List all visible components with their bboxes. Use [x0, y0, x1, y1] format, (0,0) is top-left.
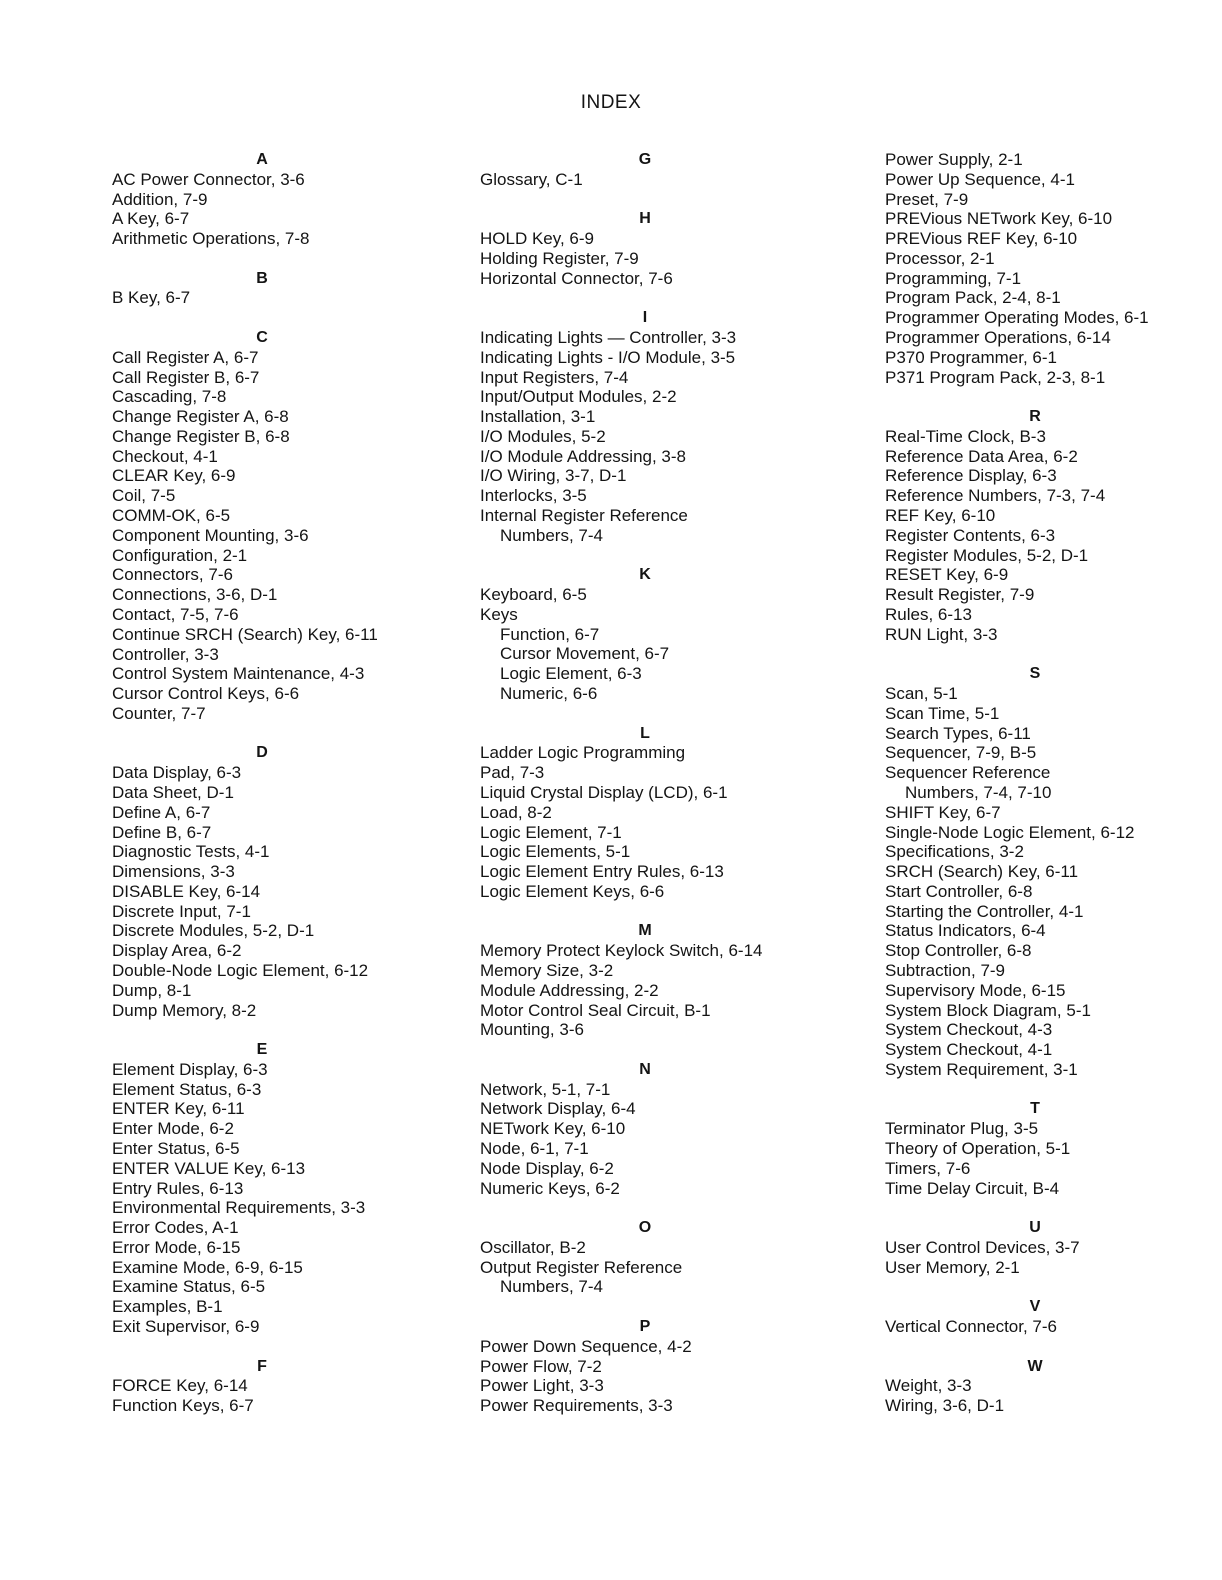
index-entry: Starting the Controller, 4-1	[885, 901, 1084, 921]
index-entry: Cursor Control Keys, 6-6	[112, 684, 300, 704]
section-spacer	[480, 1198, 810, 1218]
index-entry: Indicating Lights — Controller, 3-3	[480, 328, 737, 347]
index-entry: P370 Programmer, 6-1	[885, 347, 1057, 367]
index-entry: Examine Status, 6-5	[112, 1277, 266, 1297]
section-letter: E	[256, 1041, 268, 1059]
index-entry: Sequencer, 7-9, B-5	[885, 743, 1037, 763]
index-entry: Enter Mode, 6-2	[112, 1119, 234, 1139]
index-entry: Node, 6-1, 7-1	[480, 1138, 589, 1158]
index-column-2	[480, 150, 810, 1416]
index-entry: Power Supply, 2-1	[885, 150, 1023, 169]
section-spacer	[480, 190, 810, 210]
section-letter: V	[1029, 1298, 1041, 1316]
index-column-3	[885, 150, 1185, 1416]
index-entry: Sequencer Reference	[885, 763, 1051, 783]
index-entry: Entry Rules, 6-13	[112, 1178, 244, 1198]
index-entry: Cascading, 7-8	[112, 387, 227, 407]
index-entry: Pad, 7-3	[480, 763, 545, 783]
index-entry: Motor Control Seal Circuit, B-1	[480, 1000, 711, 1020]
index-entry: Ladder Logic Programming	[480, 743, 686, 763]
index-entry: CLEAR Key, 6-9	[112, 466, 236, 486]
index-entry: RESET Key, 6-9	[885, 565, 1009, 585]
index-subentry: Cursor Movement, 6-7	[500, 644, 670, 664]
index-entry: Network, 5-1, 7-1	[480, 1079, 611, 1099]
index-entry: Search Types, 6-11	[885, 723, 1031, 743]
section-letter: S	[1029, 665, 1041, 683]
index-entry: Control System Maintenance, 4-3	[112, 664, 365, 684]
index-entry: Exit Supervisor, 6-9	[112, 1317, 260, 1337]
index-entry: Rules, 6-13	[885, 604, 972, 624]
index-entry: DISABLE Key, 6-14	[112, 881, 261, 901]
index-entry: Dump, 8-1	[112, 980, 192, 1000]
section-letter: D	[256, 744, 268, 762]
index-subentry: Numbers, 7-4, 7-10	[905, 782, 1052, 802]
index-entry: REF Key, 6-10	[885, 506, 996, 526]
index-entry: Keys	[480, 604, 518, 624]
index-entry: Single-Node Logic Element, 6-12	[885, 822, 1135, 842]
index-entry: Change Register B, 6-8	[112, 426, 290, 446]
section-spacer	[480, 1040, 810, 1060]
index-entry: HOLD Key, 6-9	[480, 229, 595, 249]
index-entry: Display Area, 6-2	[112, 941, 242, 961]
section-spacer	[480, 288, 810, 308]
index-entry: Addition, 7-9	[112, 189, 208, 209]
index-entry: Weight, 3-3	[885, 1376, 972, 1396]
index-entry: Time Delay Circuit, B-4	[885, 1178, 1060, 1198]
index-entry: Specifications, 3-2	[885, 842, 1024, 862]
index-entry: Connectors, 7-6	[112, 565, 233, 585]
index-entry: Installation, 3-1	[480, 407, 596, 427]
section-letter: T	[1030, 1100, 1040, 1118]
index-entry: Change Register A, 6-8	[112, 407, 289, 427]
index-entry: Interlocks, 3-5	[480, 486, 587, 506]
index-subentry: Logic Element, 6-3	[500, 664, 642, 684]
index-entry: Status Indicators, 6-4	[885, 921, 1046, 941]
index-entry: Logic Element Entry Rules, 6-13	[480, 862, 724, 882]
index-entry: PREVious NETwork Key, 6-10	[885, 209, 1113, 229]
index-entry: Input/Output Modules, 2-2	[480, 387, 677, 407]
index-entry: I/O Modules, 5-2	[480, 426, 606, 446]
index-entry: ENTER VALUE Key, 6-13	[112, 1158, 306, 1178]
index-entry: Scan Time, 5-1	[885, 703, 1000, 723]
section-letter: R	[1029, 408, 1041, 426]
index-entry: Vertical Connector, 7-6	[885, 1317, 1057, 1337]
section-letter: M	[638, 922, 652, 940]
index-entry: User Memory, 2-1	[885, 1257, 1020, 1277]
index-entry: System Checkout, 4-1	[885, 1040, 1053, 1060]
section-spacer	[885, 1198, 1185, 1218]
index-entry: Load, 8-2	[480, 802, 552, 822]
index-entry: Examples, B-1	[112, 1297, 223, 1317]
index-entry: Component Mounting, 3-6	[112, 525, 309, 545]
page-title: INDEX	[580, 92, 642, 113]
index-entry: Diagnostic Tests, 4-1	[112, 842, 270, 862]
index-entry: SRCH (Search) Key, 6-11	[885, 862, 1079, 882]
index-entry: Timers, 7-6	[885, 1158, 971, 1178]
index-entry: Arithmetic Operations, 7-8	[112, 229, 310, 249]
section-letter: I	[642, 309, 648, 327]
index-entry: Reference Numbers, 7-3, 7-4	[885, 486, 1106, 506]
index-entry: Continue SRCH (Search) Key, 6-11	[112, 624, 378, 644]
section-spacer	[480, 546, 810, 566]
index-entry: Call Register B, 6-7	[112, 367, 260, 387]
index-entry: Contact, 7-5, 7-6	[112, 604, 239, 624]
section-letter: W	[1027, 1357, 1043, 1375]
index-entry: Module Addressing, 2-2	[480, 980, 659, 1000]
section-letter: P	[639, 1317, 651, 1335]
index-entry: Glossary, C-1	[480, 169, 583, 189]
section-spacer	[885, 645, 1185, 665]
index-entry: Error Codes, A-1	[112, 1218, 239, 1238]
section-spacer	[885, 1277, 1185, 1297]
index-entry: Environmental Requirements, 3-3	[112, 1198, 366, 1218]
section-spacer	[885, 1337, 1185, 1357]
index-entry: Memory Protect Keylock Switch, 6-14	[480, 941, 763, 961]
index-entry: Memory Size, 3-2	[480, 960, 614, 980]
index-entry: Holding Register, 7-9	[480, 248, 639, 268]
index-entry: Wiring, 3-6, D-1	[885, 1396, 1005, 1416]
index-column-1	[112, 150, 412, 1416]
index-subentry: Numeric, 6-6	[500, 684, 598, 704]
index-entry: RUN Light, 3-3	[885, 624, 998, 644]
index-entry: Power Down Sequence, 4-2	[480, 1336, 692, 1356]
index-entry: A Key, 6-7	[112, 209, 190, 229]
index-entry: Register Contents, 6-3	[885, 525, 1056, 545]
index-entry: Scan, 5-1	[885, 684, 958, 704]
index-entry: NETwork Key, 6-10	[480, 1119, 626, 1139]
index-entry: Data Sheet, D-1	[112, 782, 234, 802]
section-spacer	[112, 249, 412, 269]
index-entry: Dump Memory, 8-2	[112, 1000, 257, 1020]
index-entry: B Key, 6-7	[112, 288, 191, 308]
index-entry: Internal Register Reference	[480, 506, 688, 526]
index-entry: Output Register Reference	[480, 1257, 683, 1277]
index-entry: Oscillator, B-2	[480, 1237, 586, 1257]
index-entry: Reference Data Area, 6-2	[885, 446, 1078, 466]
index-entry: Double-Node Logic Element, 6-12	[112, 960, 369, 980]
section-spacer	[112, 1020, 412, 1040]
index-entry: Function Keys, 6-7	[112, 1396, 254, 1416]
index-entry: Start Controller, 6-8	[885, 881, 1033, 901]
index-entry: Indicating Lights - I/O Module, 3-5	[480, 347, 736, 367]
index-subentry: Numbers, 7-4	[500, 1277, 603, 1297]
index-entry: System Requirement, 3-1	[885, 1059, 1078, 1079]
section-letter: O	[638, 1219, 652, 1237]
index-entry: Register Modules, 5-2, D-1	[885, 545, 1089, 565]
index-entry: Programmer Operating Modes, 6-1	[885, 308, 1149, 328]
index-entry: Result Register, 7-9	[885, 585, 1035, 605]
index-entry: System Block Diagram, 5-1	[885, 1000, 1091, 1020]
index-entry: Checkout, 4-1	[112, 446, 218, 466]
index-entry: Stop Controller, 6-8	[885, 941, 1032, 961]
index-entry: Real-Time Clock, B-3	[885, 426, 1046, 446]
index-entry: Enter Status, 6-5	[112, 1139, 240, 1158]
index-entry: Call Register A, 6-7	[112, 347, 259, 367]
index-entry: Configuration, 2-1	[112, 545, 248, 565]
index-entry: Node Display, 6-2	[480, 1158, 614, 1178]
section-spacer	[112, 1337, 412, 1357]
index-entry: I/O Wiring, 3-7, D-1	[480, 466, 627, 486]
section-letter: C	[256, 329, 268, 346]
index-entry: I/O Module Addressing, 3-8	[480, 446, 687, 466]
index-entry: Program Pack, 2-4, 8-1	[885, 288, 1061, 308]
index-entry: Define A, 6-7	[112, 802, 211, 822]
section-letter: N	[639, 1060, 651, 1078]
index-entry: AC Power Connector, 3-6	[112, 169, 305, 189]
index-entry: Controller, 3-3	[112, 644, 219, 664]
index-entry: Mounting, 3-6	[480, 1020, 584, 1040]
section-letter: F	[257, 1357, 267, 1375]
section-letter: G	[638, 151, 652, 168]
section-letter: U	[1029, 1219, 1041, 1237]
section-letter: A	[256, 151, 268, 168]
section-spacer	[112, 724, 412, 744]
index-entry: Error Mode, 6-15	[112, 1237, 241, 1257]
index-entry: Data Display, 6-3	[112, 763, 242, 783]
section-spacer	[885, 1080, 1185, 1100]
index-entry: Examine Mode, 6-9, 6-15	[112, 1257, 303, 1277]
index-entry: Processor, 2-1	[885, 248, 995, 268]
index-entry: SHIFT Key, 6-7	[885, 802, 1001, 822]
section-spacer	[480, 1297, 810, 1317]
index-entry: Logic Element Keys, 6-6	[480, 881, 665, 901]
index-entry: Numeric Keys, 6-2	[480, 1178, 620, 1198]
index-entry: Discrete Modules, 5-2, D-1	[112, 921, 315, 941]
index-entry: FORCE Key, 6-14	[112, 1376, 248, 1396]
index-entry: Liquid Crystal Display (LCD), 6-1	[480, 782, 728, 802]
index-entry: Programmer Operations, 6-14	[885, 328, 1111, 348]
index-entry: Coil, 7-5	[112, 486, 176, 506]
index-entry: System Checkout, 4-3	[885, 1020, 1053, 1040]
index-entry: COMM-OK, 6-5	[112, 506, 231, 526]
index-entry: Theory of Operation, 5-1	[885, 1139, 1071, 1159]
section-spacer	[885, 387, 1185, 407]
index-entry: User Control Devices, 3-7	[885, 1237, 1080, 1257]
section-spacer	[112, 308, 412, 328]
index-entry: Power Requirements, 3-3	[480, 1396, 673, 1416]
index-entry: Power Light, 3-3	[480, 1376, 604, 1396]
index-entry: Power Flow, 7-2	[480, 1356, 602, 1376]
index-entry: Logic Element, 7-1	[480, 822, 622, 842]
index-entry: Element Status, 6-3	[112, 1079, 262, 1099]
index-entry: Input Registers, 7-4	[480, 367, 629, 387]
index-entry: Subtraction, 7-9	[885, 961, 1006, 980]
index-entry: Logic Elements, 5-1	[480, 842, 631, 862]
index-entry: Counter, 7-7	[112, 703, 206, 723]
index-subentry: Numbers, 7-4	[500, 525, 603, 545]
section-spacer	[480, 902, 810, 922]
section-letter: H	[639, 210, 651, 228]
index-entry: Horizontal Connector, 7-6	[480, 268, 673, 288]
index-entry: Supervisory Mode, 6-15	[885, 980, 1066, 1000]
index-entry: PREVious REF Key, 6-10	[885, 229, 1078, 249]
index-subentry: Function, 6-7	[500, 624, 600, 644]
section-letter: L	[640, 724, 650, 742]
index-entry: Programming, 7-1	[885, 268, 1022, 288]
index-entry: Discrete Input, 7-1	[112, 901, 251, 921]
index-entry: Preset, 7-9	[885, 189, 969, 209]
index-entry: Define B, 6-7	[112, 822, 212, 842]
index-entry: Terminator Plug, 3-5	[885, 1119, 1039, 1139]
section-spacer	[480, 704, 810, 724]
index-entry: Network Display, 6-4	[480, 1099, 636, 1119]
index-entry: ENTER Key, 6-11	[112, 1099, 245, 1119]
index-entry: Keyboard, 6-5	[480, 585, 587, 605]
index-entry: Element Display, 6-3	[112, 1059, 268, 1079]
index-entry: Connections, 3-6, D-1	[112, 585, 278, 605]
index-entry: Reference Display, 6-3	[885, 466, 1057, 486]
index-entry: P371 Program Pack, 2-3, 8-1	[885, 367, 1106, 387]
section-letter: B	[256, 269, 268, 287]
section-letter: K	[639, 566, 651, 584]
index-entry: Power Up Sequence, 4-1	[885, 169, 1075, 189]
index-entry: Dimensions, 3-3	[112, 862, 235, 882]
